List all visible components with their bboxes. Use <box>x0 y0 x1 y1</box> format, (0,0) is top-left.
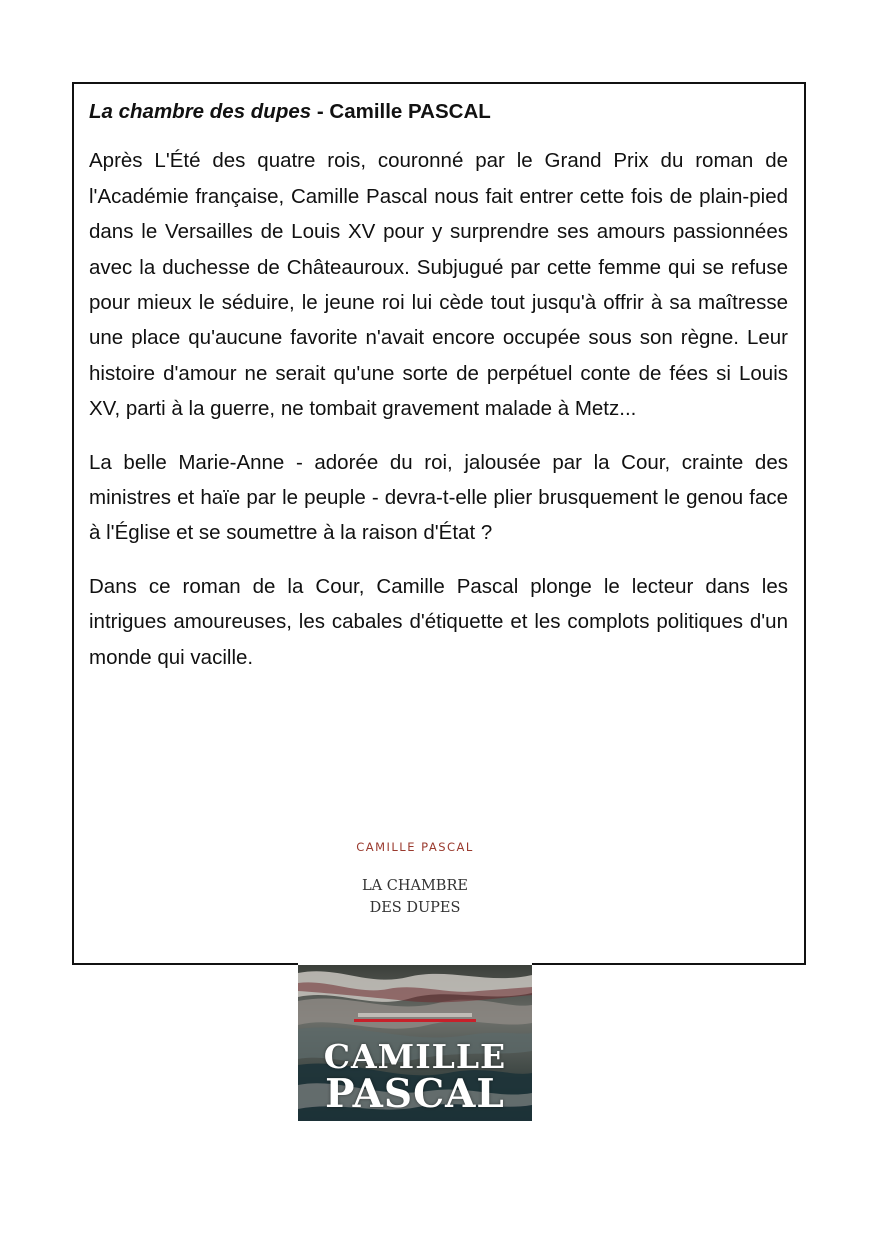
book-cover <box>298 830 532 1121</box>
cover-title <box>298 875 532 919</box>
document-title <box>89 94 788 129</box>
cover-author-small: CAMILLE PASCAL <box>356 840 474 854</box>
paragraph-1: Après L'Été des quatre rois, couronné par le Grand Prix du roman de l'Académie française, Camille Pascal nous fait entrer cette fois de plain-pied dans le Versailles de Louis XV pour y surprendre ses amours passionnées avec la duchesse de Châteauroux. Subjugué par cette femme qui se refuse pour mieux le séduire, le jeune roi lui cède tout jusqu'à offrir à sa maîtresse une place qu'aucune favorite n'avait encore occupée sous son règne. Leur histoire d'amour ne serait qu'une sorte de perpétuel conte de fées si Louis XV, parti à la guerre, ne tombait gravement malade à Metz... <box>89 149 788 421</box>
paragraph-3: Dans ce roman de la Cour, Camille Pascal plonge le lecteur dans les intrigues amoureuses, les cabales d'étiquette et les complots politiques d'un monde qui vacille. <box>89 574 788 669</box>
paragraph-2: La belle Marie-Anne - adorée du roi, jalousée par la Cour, crainte des ministres et haïe par le peuple - devra-t-elle plier brusquement le genou face à l'Église et se soumettre à la raison d'État ? <box>89 450 788 545</box>
cover-title-line1: LA CHAMBRE <box>362 878 468 894</box>
cover-title-line2: DES DUPES <box>369 900 461 916</box>
cover-artwork <box>298 965 532 1121</box>
cover-header <box>298 830 532 965</box>
book-author: - Camille PASCAL <box>311 100 491 123</box>
book-title: La chambre des dupes <box>89 100 312 123</box>
document-body <box>89 94 788 693</box>
cover-name-last: PASCAL <box>325 1071 505 1117</box>
cover-name-first: CAMILLE <box>323 1037 507 1076</box>
